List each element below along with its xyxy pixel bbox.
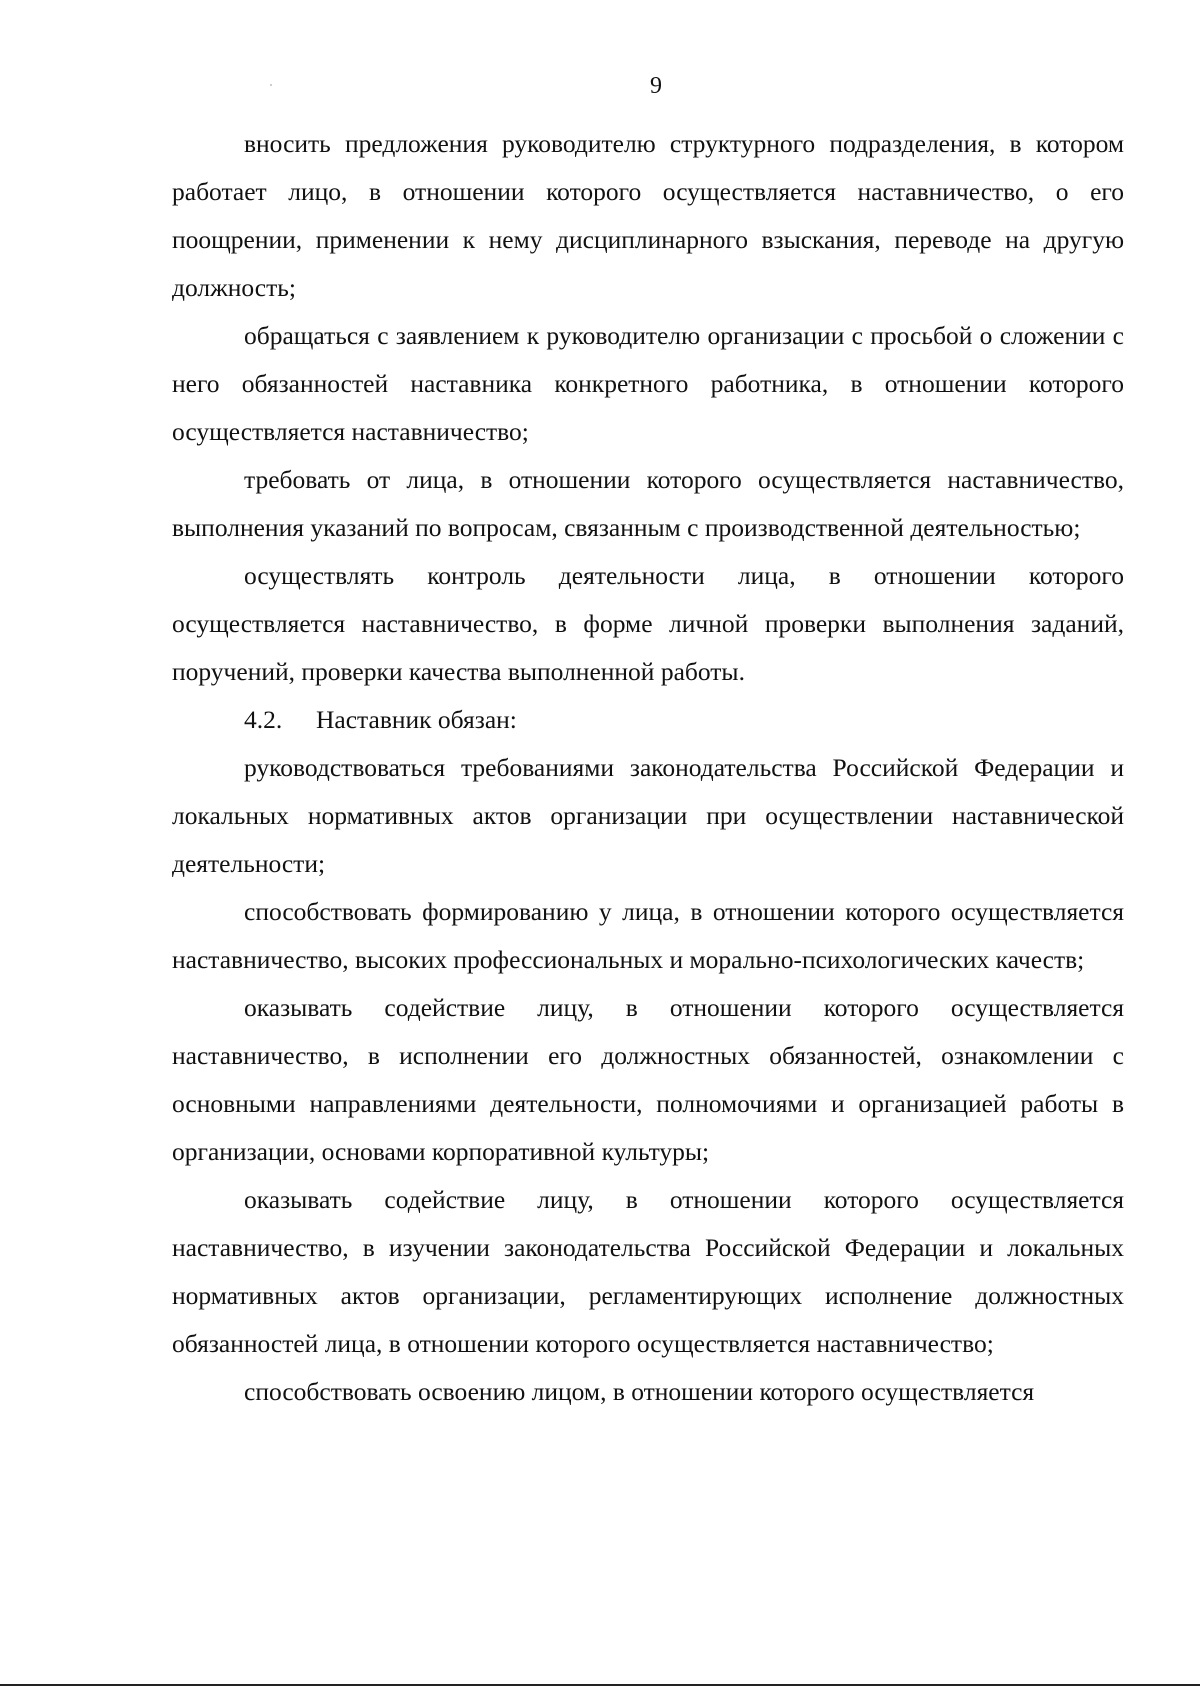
paragraph: обращаться с заявлением к руководителю организации с просьбой о сложении с него обязанностей наставника конкретного работника, в отношении которого осуществляется наставничество; [172, 321, 1124, 446]
paragraph: способствовать формированию у лица, в отношении которого осуществляется наставничество, высоких профессиональных и морально-психологических качеств; [172, 897, 1124, 974]
section-title: Наставник обязан: [316, 705, 517, 734]
section-number: 4.2. [244, 705, 283, 734]
paragraph: оказывать содействие лицу, в отношении которого осуществляется наставничество, в исполнении его должностных обязанностей, ознакомлении с основными направлениями деятельности, полномочиями и организацией работы в организации, основами корпоративной культуры; [172, 993, 1124, 1166]
paragraph: оказывать содействие лицу, в отношении которого осуществляется наставничество, в изучении законодательства Российской Федерации и локальных нормативных актов организации, регламентирующих исполнение должностных обязанностей лица, в отношении которого осуществляется наставничество; [172, 1185, 1124, 1358]
paragraph: осуществлять контроль деятельности лица, в отношении которого осуществляется наставничество, в форме личной проверки выполнения заданий, поручений, проверки качества выполненной работы. [172, 561, 1124, 686]
page-number: 9 [650, 73, 662, 99]
paragraph: требовать от лица, в отношении которого осуществляется наставничество, выполнения указаний по вопросам, связанным с производственной деятельностью; [172, 465, 1124, 542]
section-heading [172, 696, 1124, 744]
document-body [172, 120, 1124, 1416]
paragraph: вносить предложения руководителю структурного подразделения, в котором работает лицо, в отношении которого осуществляется наставничество, о его поощрении, применении к нему дисциплинарного взыскания, переводе на другую должность; [172, 129, 1124, 302]
paragraph: способствовать освоению лицом, в отношении которого осуществляется [244, 1377, 1035, 1406]
paragraph: руководствоваться требованиями законодательства Российской Федерации и локальных нормативных актов организации при осуществлении наставнической деятельности; [172, 753, 1124, 878]
page-bottom-edge [0, 1684, 1200, 1686]
